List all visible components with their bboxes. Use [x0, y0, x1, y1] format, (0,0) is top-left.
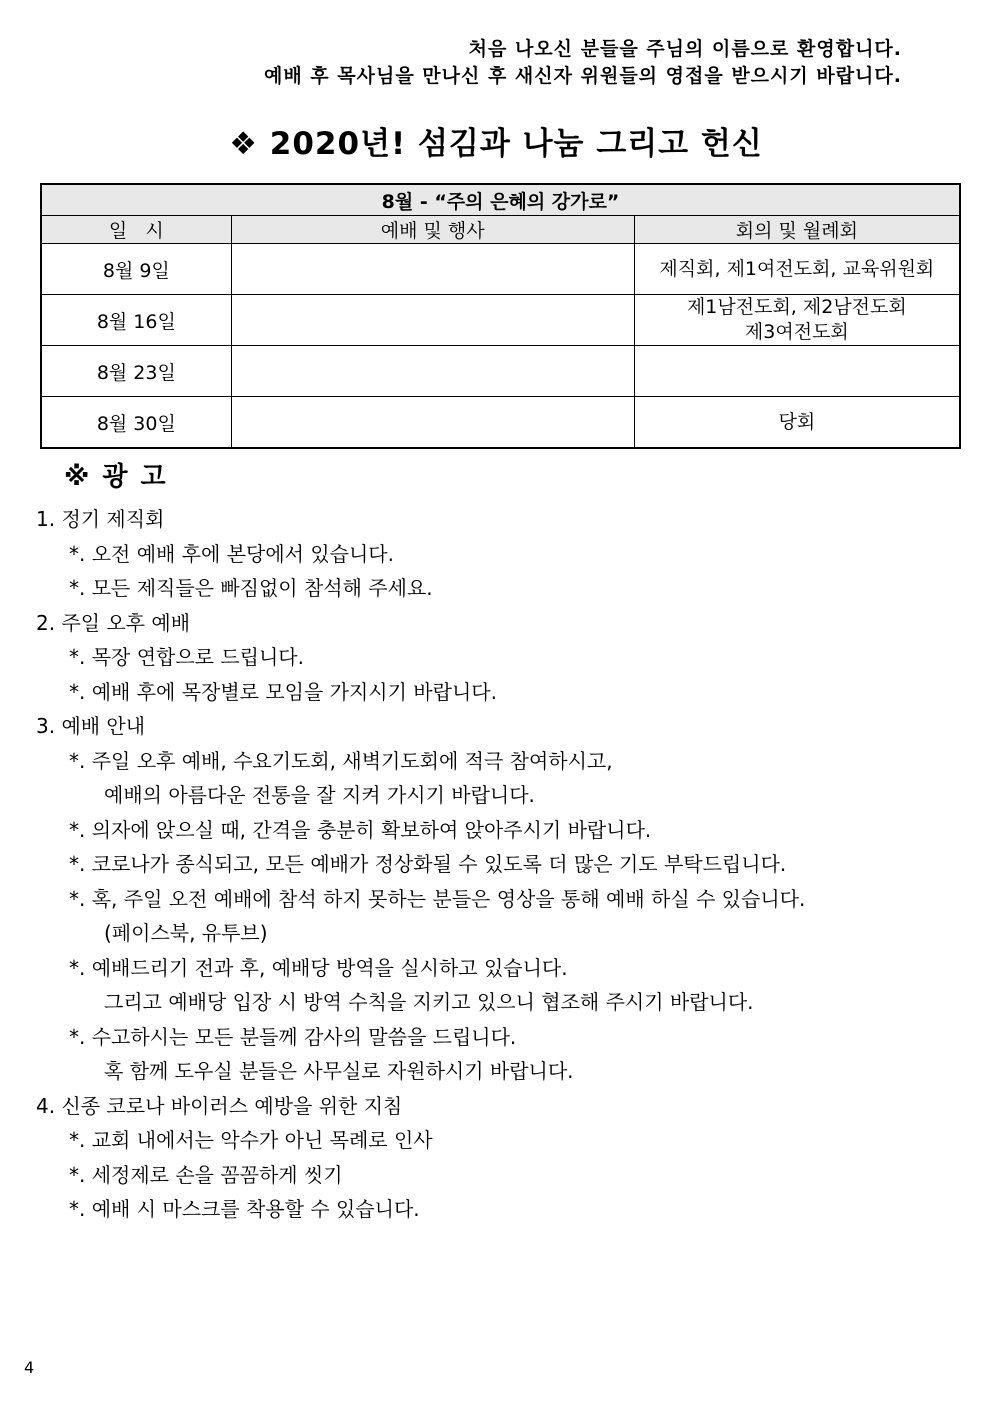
- table-row: [41, 295, 960, 346]
- section-title: 2. 주일 오후 예배: [36, 610, 191, 635]
- header-worship: 예배 및 행사: [231, 216, 634, 244]
- list-item: *. 예배드리기 전과 후, 예배당 방역을 실시하고 있습니다.: [69, 955, 568, 980]
- list-item: *. 예배 시 마스크를 착용할 수 있습니다.: [69, 1197, 420, 1221]
- list-item-continuation: 예배의 아름다운 전통을 잘 지켜 가시기 바랍니다.: [104, 783, 535, 807]
- list-item-continuation: 혹 함께 도우실 분들은 사무실로 자원하시기 바랍니다.: [104, 1059, 574, 1083]
- list-item: *. 수고하시는 모든 분들께 감사의 말씀을 드립니다.: [69, 1024, 517, 1049]
- welcome-line-1: 처음 나오신 분들을 주님의 이름으로 환영합니다.: [468, 38, 902, 60]
- table-row: [41, 346, 960, 397]
- section-title: 1. 정기 제직회: [36, 507, 165, 531]
- row-date: 8월 23일: [41, 346, 231, 397]
- header-date: 일 시: [41, 216, 231, 244]
- list-item: *. 세정제로 손을 꼼꼼하게 씻기: [69, 1162, 343, 1187]
- list-item: *. 주일 오후 예배, 수요기도회, 새벽기도회에 적극 참여하시고,: [69, 748, 613, 773]
- list-item-continuation: 그리고 예배당 입장 시 방역 수칙을 지키고 있으니 협조해 주시기 바랍니다.: [104, 990, 754, 1014]
- row-worship: [231, 295, 634, 346]
- table-row: [41, 397, 960, 449]
- row-meeting: [634, 397, 960, 449]
- meeting-line-1: 제1남전도회, 제2남전도회: [686, 296, 907, 318]
- list-item: *. 혹, 주일 오전 예배에 참석 하지 못하는 분들은 영상을 통해 예배 하실 수 있습니다.: [69, 886, 806, 911]
- section-title: 3. 예배 안내: [36, 714, 146, 738]
- header-meeting: 회의 및 월례회: [634, 216, 960, 244]
- row-date: 8월 9일: [41, 244, 231, 295]
- announcements-heading: ※ 광 고: [64, 462, 168, 492]
- list-item: *. 목장 연합으로 드립니다.: [69, 645, 304, 669]
- list-item: *. 예배 후에 목장별로 모임을 가지시기 바랍니다.: [69, 679, 497, 704]
- section-title: 4. 신종 코로나 바이러스 예방을 위한 지침: [36, 1093, 403, 1118]
- row-date: 8월 16일: [41, 295, 231, 346]
- row-meeting: [634, 244, 960, 295]
- list-item: *. 오전 예배 후에 본당에서 있습니다.: [69, 541, 394, 566]
- schedule-table: [40, 183, 961, 449]
- list-item: *. 의자에 앉으실 때, 간격을 충분히 확보하여 앉아주시기 바랍니다.: [69, 817, 652, 842]
- row-meeting: [634, 295, 960, 346]
- meeting-line-1: 제직회, 제1여전도회, 교육위원회: [659, 257, 935, 280]
- page-number: 4: [24, 1358, 35, 1377]
- list-item: *. 모든 제직들은 빠짐없이 참석해 주세요.: [69, 576, 433, 600]
- announcements-list: [36, 502, 956, 1227]
- welcome-message: [264, 36, 902, 90]
- list-item: *. 교회 내에서는 악수가 아닌 목례로 인사: [69, 1128, 433, 1152]
- row-meeting: [634, 346, 960, 397]
- schedule-banner: 8월 - “주의 은혜의 강가로”: [41, 184, 960, 216]
- welcome-line-2: 예배 후 목사님을 만나신 후 새신자 위원들의 영접을 받으시기 바랍니다.: [263, 65, 902, 87]
- row-worship: [231, 346, 634, 397]
- list-item: *. 코로나가 종식되고, 모든 예배가 정상화될 수 있도록 더 많은 기도 부탁드립니다.: [69, 852, 787, 876]
- row-worship: [231, 397, 634, 449]
- page-title: ❖ 2020년! 섬김과 나눔 그리고 헌신: [229, 126, 763, 162]
- row-worship: [231, 244, 634, 295]
- table-row: [41, 244, 960, 295]
- meeting-line-2: 제3여전도회: [744, 321, 849, 343]
- row-date: 8월 30일: [41, 397, 231, 449]
- meeting-line-1: 당회: [778, 410, 816, 433]
- list-item-continuation: (페이스북, 유투브): [104, 921, 268, 945]
